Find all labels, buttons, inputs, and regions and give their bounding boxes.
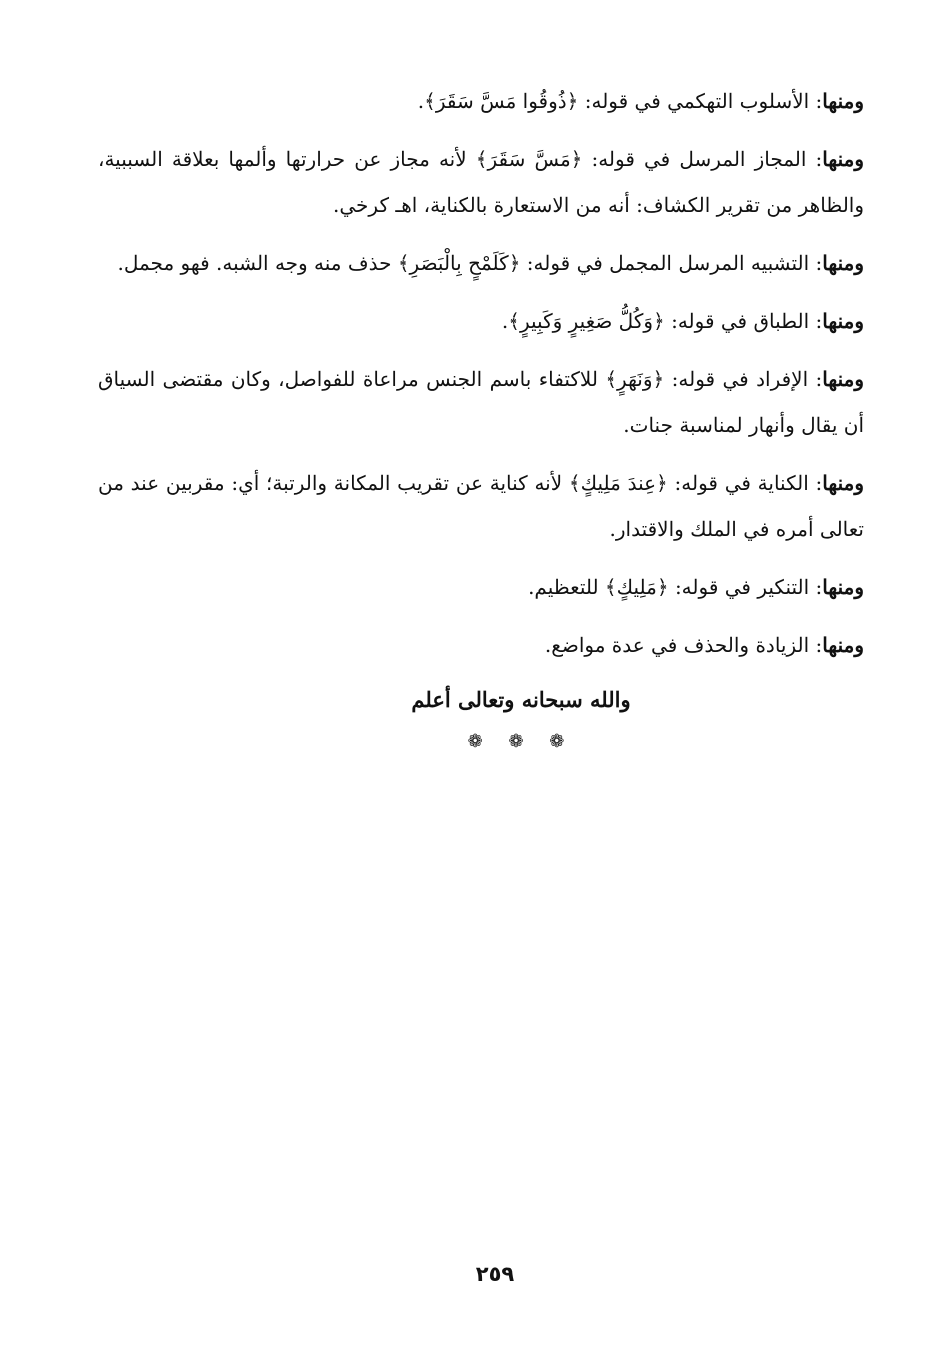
paragraph-lead: ومنها (822, 309, 864, 333)
paragraph-lead: ومنها (822, 633, 864, 657)
paragraph-text: : التشبيه المرسل المجمل في قوله: ﴿كَلَمْحٍ بِالْبَصَرِ﴾ حذف منه وجه الشبه. فهو مجمل. (117, 251, 823, 275)
paragraph-lead: ومنها (822, 147, 864, 171)
paragraph-antithesis (98, 298, 864, 344)
paragraph-addition-omission (98, 622, 864, 668)
paragraph-indefinite (98, 564, 864, 610)
paragraph-text: : المجاز المرسل في قوله: ﴿مَسَّ سَقَرَ﴾ لأنه مجاز عن حرارتها وألمها بعلاقة السببية، والظاهر من تقرير الكشاف: أنه من الاستعارة بالكناية، اهـ كرخي. (98, 147, 864, 217)
page-number: ٢٥٩ (475, 1262, 515, 1286)
paragraph-allusion (98, 460, 864, 552)
paragraph-lead: ومنها (822, 251, 864, 275)
paragraph-sarcasm (98, 78, 864, 124)
paragraph-text: : الطباق في قوله: ﴿وَكُلُّ صَغِيرٍ وَكَبِيرٍ﴾. (501, 309, 823, 333)
paragraph-metonymy (98, 136, 864, 228)
paragraph-simile (98, 240, 864, 286)
paragraph-text: : التنكير في قوله: ﴿مَلِيكٍ﴾ للتعظيم. (528, 575, 823, 599)
paragraph-singular (98, 356, 864, 448)
paragraph-text: : الكناية في قوله: ﴿عِندَ مَلِيكٍ﴾ لأنه كناية عن تقريب المكانة والرتبة؛ أي: مقربين عند من تعالى أمره في الملك والاقتدار. (98, 471, 864, 541)
paragraph-lead: ومنها (822, 89, 864, 113)
paragraph-lead: ومنها (822, 367, 864, 391)
paragraph-text: : الإفراد في قوله: ﴿وَنَهَرٍ﴾ للاكتفاء باسم الجنس مراعاة للفواصل، وكان مقتضى السياق أن يقال وأنهار لمناسبة جنات. (98, 367, 864, 437)
paragraph-lead: ومنها (822, 575, 864, 599)
closing-formula: والله سبحانه وتعالى أعلم (411, 687, 631, 712)
page-body (98, 78, 864, 756)
paragraph-text: : الزيادة والحذف في عدة مواضع. (544, 633, 823, 657)
section-separator: ❁ ❁ ❁ (467, 731, 575, 752)
paragraph-lead: ومنها (822, 471, 864, 495)
paragraph-text: : الأسلوب التهكمي في قوله: ﴿ذُوقُوا مَسَّ سَقَرَ﴾. (417, 89, 823, 113)
